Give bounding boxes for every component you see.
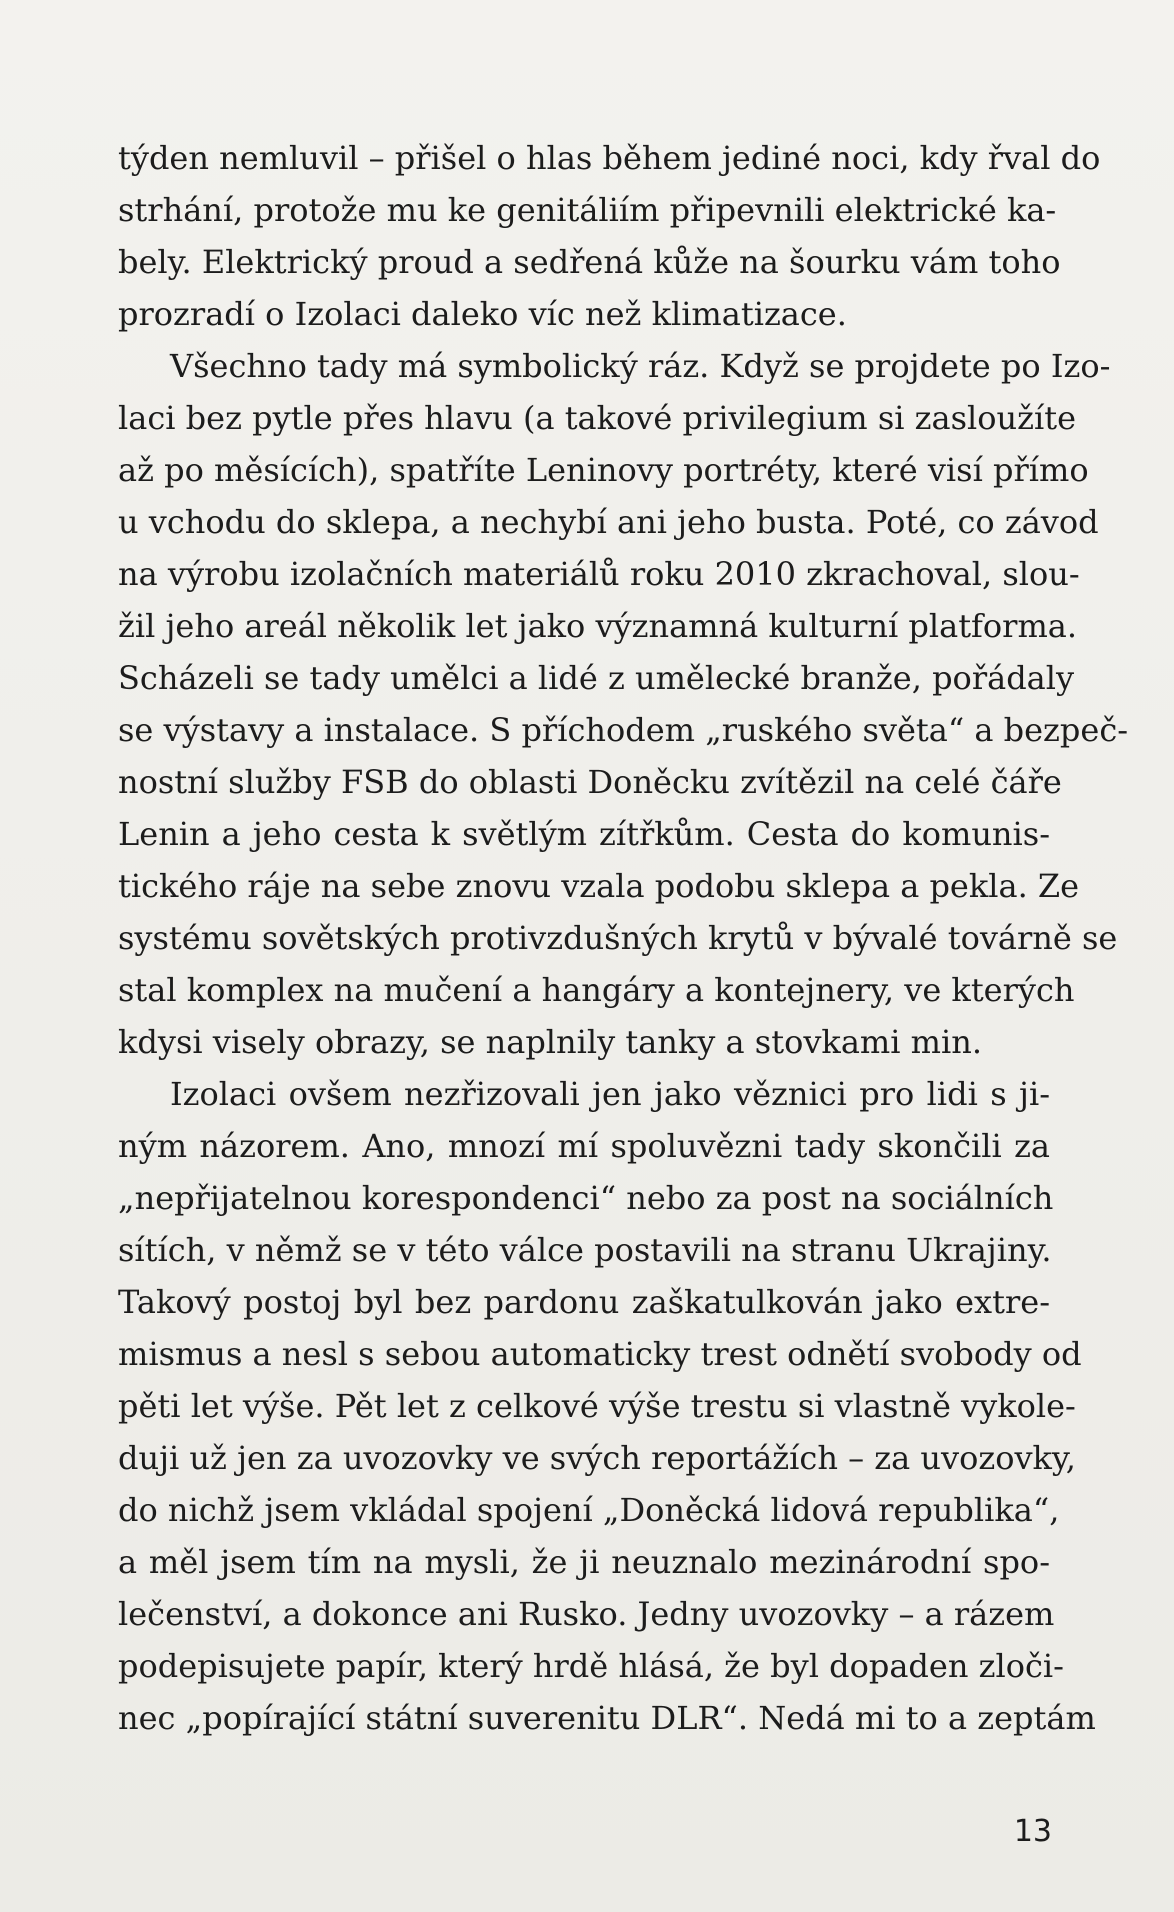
text-line: se výstavy a instalace. S příchodem „ruského světa“ a bezpeč- bbox=[118, 711, 1129, 749]
page-number: 13 bbox=[1013, 1814, 1052, 1849]
text-line: lečenství, a dokonce ani Rusko. Jedny uvozovky – a rázem bbox=[118, 1595, 1055, 1633]
text-line: týden nemluvil – přišel o hlas během jediné noci, kdy řval do bbox=[118, 139, 1101, 177]
text-line: kdysi visely obrazy, se naplnily tanky a stovkami min. bbox=[118, 1023, 982, 1061]
text-line: mismus a nesl s sebou automaticky trest odnětí svobody od bbox=[118, 1335, 1082, 1373]
text-line: Lenin a jeho cesta k světlým zítřkům. Cesta do komunis- bbox=[118, 815, 1050, 853]
text-line: na výrobu izolačních materiálů roku 2010 zkrachoval, slou- bbox=[118, 555, 1080, 593]
text-line: ným názorem. Ano, mnozí mí spoluvězni tady skončili za bbox=[118, 1127, 1050, 1165]
text-line: tického ráje na sebe znovu vzala podobu sklepa a pekla. Ze bbox=[118, 867, 1080, 905]
text-line: pěti let výše. Pět let z celkové výše trestu si vlastně vykole- bbox=[118, 1387, 1076, 1425]
text-line: sítích, v němž se v této válce postavili na stranu Ukrajiny. bbox=[118, 1231, 1052, 1269]
text-line: „nepřijatelnou korespondenci“ nebo za post na sociálních bbox=[118, 1179, 1054, 1217]
text-line: laci bez pytle přes hlavu (a takové privilegium si zasloužíte bbox=[118, 399, 1076, 437]
text-line: a měl jsem tím na mysli, že ji neuznalo mezinárodní spo- bbox=[118, 1543, 1050, 1581]
text-line: duji už jen za uvozovky ve svých reportážích – za uvozovky, bbox=[118, 1439, 1076, 1477]
text-line: strhání, protože mu ke genitáliím připevnili elektrické ka- bbox=[118, 191, 1057, 229]
text-line: nostní služby FSB do oblasti Doněcku zvítězil na celé čáře bbox=[118, 763, 1062, 801]
text-line: u vchodu do sklepa, a nechybí ani jeho busta. Poté, co závod bbox=[118, 503, 1099, 541]
text-line: stal komplex na mučení a hangáry a kontejnery, ve kterých bbox=[118, 971, 1075, 1009]
text-line: žil jeho areál několik let jako významná kulturní platforma. bbox=[118, 607, 1078, 645]
body-text bbox=[118, 132, 1129, 1744]
text-line: bely. Elektrický proud a sedřená kůže na šourku vám toho bbox=[118, 243, 1061, 281]
text-line: do nichž jsem vkládal spojení „Doněcká lidová republika“, bbox=[118, 1491, 1060, 1529]
text-line: systému sovětských protivzdušných krytů v bývalé továrně se bbox=[118, 919, 1118, 957]
text-line: nec „popírající státní suverenitu DLR“. Nedá mi to a zeptám bbox=[118, 1699, 1096, 1737]
text-line: Takový postoj byl bez pardonu zaškatulkován jako extre- bbox=[118, 1283, 1050, 1321]
text-line: až po měsících), spatříte Leninovy portréty, které visí přímo bbox=[118, 451, 1089, 489]
text-line: Scházeli se tady umělci a lidé z umělecké branže, pořádaly bbox=[118, 659, 1075, 697]
text-line: podepisujete papír, který hrdě hlásá, že byl dopaden zloči- bbox=[118, 1647, 1064, 1685]
text-line: Všechno tady má symbolický ráz. Když se projdete po Izo- bbox=[170, 347, 1111, 385]
text-line: Izolaci ovšem nezřizovali jen jako věznici pro lidi s ji- bbox=[170, 1075, 1050, 1113]
text-line: prozradí o Izolaci daleko víc než klimatizace. bbox=[118, 295, 847, 333]
